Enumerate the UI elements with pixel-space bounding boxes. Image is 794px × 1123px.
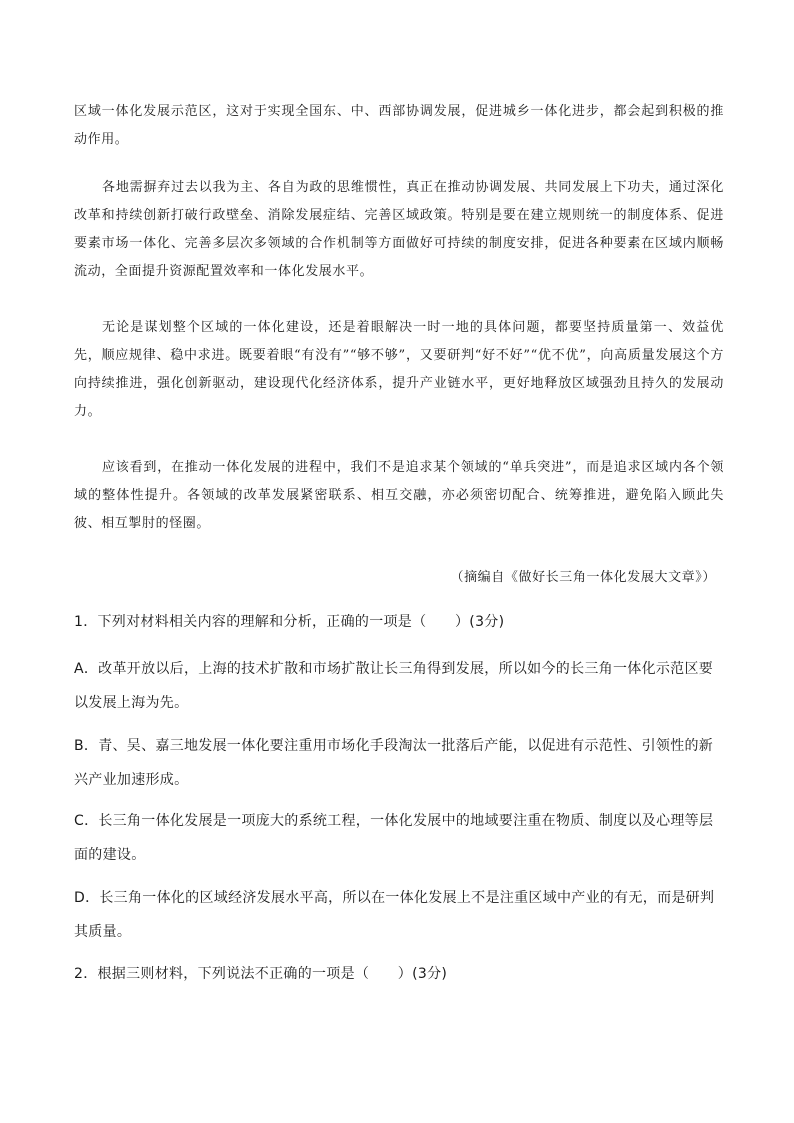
question-2-stem: 2．根据三则材料，下列说法不正确的一项是（ ）(3分) bbox=[74, 966, 448, 982]
question-1-option-c: C．长三角一体化发展是一项庞大的系统工程，一体化发展中的地域要注重在物质、制度以及心理等层面的建设。 bbox=[74, 813, 714, 863]
question-1-option-d: D．长三角一体化的区域经济发展水平高，所以在一体化发展上不是注重区域中产业的有无，而是研判其质量。 bbox=[74, 890, 715, 940]
passage-paragraph: 无论是谋划整个区域的一体化建设，还是着眼解决一时一地的具体问题，都要坚持质量第一、效益优先，顺应规律、稳中求进。既要着眼“有没有”“够不够”，又要研判“好不好”“优不优”，向高质量发展这个方向持续推进，强化创新驱动，建设现代化经济体系，提升产业链水平，更好地释放区域强劲且持久的发展动力。 bbox=[74, 320, 724, 419]
passage-paragraph: 各地需摒弃过去以我为主、各自为政的思维惯性，真正在推动协调发展、共同发展上下功夫，通过深化改革和持续创新打破行政壁垒、消除发展症结、完善区域政策。特别是要在建立规则统一的制度体系、促进要素市场一体化、完善多层次多领域的合作机制等方面做好可持续的制度安排，促进各种要素在区域内顺畅流动，全面提升资源配置效率和一体化发展水平。 bbox=[74, 180, 724, 279]
passage-paragraph: 区域一体化发展示范区，这对于实现全国东、中、西部协调发展，促进城乡一体化进步，都会起到积极的推动作用。 bbox=[74, 104, 724, 147]
question-1-stem: 1．下列对材料相关内容的理解和分析，正确的一项是（ ）(3分) bbox=[74, 614, 505, 630]
question-1-option-b: B．青、吴、嘉三地发展一体化要注重用市场化手段淘汰一批落后产能，以促进有示范性、引领性的新兴产业加速形成。 bbox=[74, 738, 714, 788]
question-1-option-a: A．改革开放以后，上海的技术扩散和市场扩散让长三角得到发展，所以如今的长三角一体化示范区要以发展上海为先。 bbox=[74, 661, 714, 711]
source-citation: （摘编自《做好长三角一体化发展大文章》） bbox=[450, 570, 716, 585]
passage-paragraph: 应该看到，在推动一体化发展的进程中，我们不是追求某个领域的“单兵突进”，而是追求区域内各个领域的整体性提升。各领域的改革发展紧密联系、相互交融，亦必须密切配合、统筹推进，避免陷入顾此失彼、相互掣肘的怪圈。 bbox=[74, 460, 724, 531]
